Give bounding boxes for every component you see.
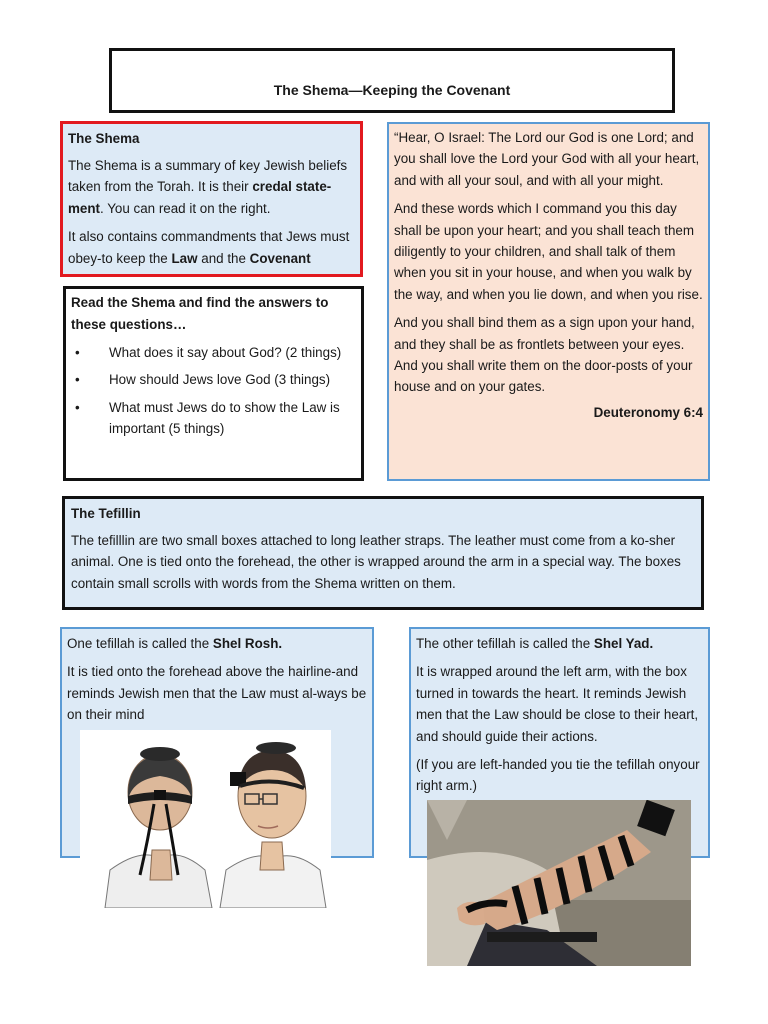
- shema-heading: The Shema: [68, 131, 140, 146]
- bullet-icon: •: [75, 372, 80, 388]
- covenant-term: Covenant: [249, 250, 311, 266]
- shel-yad-photo: [427, 800, 691, 966]
- questions-box: [63, 286, 364, 481]
- bullet-icon: •: [75, 399, 80, 415]
- question-item: [71, 342, 356, 363]
- shema-p1-text: The Shema is a summary of key Jewish beliefs taken from the Torah. It is their: [68, 158, 348, 195]
- shel-rosh-description: It is tied onto the forehead above the hairline-and reminds Jewish men that the Law must al-ways be on their mind: [67, 664, 367, 723]
- law-term: Law: [171, 250, 198, 266]
- shel-rosh-intro-text: One tefillah is called the: [67, 636, 213, 651]
- question-text: What does it say about God? (2 things): [109, 345, 342, 360]
- shema-p2-text: It also contains commandments that Jews must obey-to keep the: [68, 229, 350, 266]
- question-item: [71, 397, 356, 440]
- questions-heading: Read the Shema and find the answers to these questions…: [71, 295, 329, 332]
- question-text: How should Jews love God (3 things): [109, 372, 331, 388]
- quote-reference: Deuteronomy 6:4: [593, 404, 703, 420]
- questions-list: [71, 342, 356, 440]
- quote-paragraph-3: And you shall bind them as a sign upon your hand, and they shall be as frontlets between your eyes. And you shall write them on the door-posts of your house and on your gates.: [394, 315, 695, 395]
- shema-paragraph-1: [68, 155, 355, 219]
- credal-statement-term: credal state-ment: [68, 179, 332, 216]
- shema-p1-tail: . You can read it on the right.: [100, 200, 271, 216]
- bullet-icon: •: [75, 345, 80, 360]
- shema-summary-box: [60, 121, 363, 277]
- shel-yad-left-handed-note: (If you are left-handed you tie the tefillah onyour right arm.): [416, 757, 700, 794]
- tefillin-box: [62, 496, 704, 610]
- shema-p2-and: and the: [197, 250, 250, 266]
- shema-paragraph-2: [68, 226, 355, 269]
- title-box: [109, 48, 675, 113]
- shel-yad-description: It is wrapped around the left arm, with the box turned in towards the heart. It reminds Jewish men that the Law should be close to their heart, and should guide their actions.: [416, 664, 699, 744]
- quote-paragraph-2: And these words which I command you this day shall be upon your heart; and you shall teach them diligently to your children, and shall talk of them when you sit in your house, and when you walk by the way, and when you lie down, and when you rise.: [394, 201, 703, 302]
- tefillin-heading: The Tefillin: [71, 506, 141, 521]
- shel-rosh-illustration: [80, 730, 331, 908]
- shel-yad-intro: [416, 633, 703, 654]
- arm-tefillin-drawing: [427, 800, 691, 966]
- shel-yad-term: Shel Yad.: [593, 636, 654, 651]
- shema-quote-box: [387, 122, 710, 481]
- question-item: [71, 369, 356, 390]
- shel-yad-intro-text: The other tefillah is called the: [416, 636, 594, 651]
- shel-rosh-intro: [67, 633, 367, 654]
- question-text: What must Jews do to show the Law is important (5 things): [109, 399, 340, 437]
- page-title: The Shema—Keeping the Covenant: [273, 82, 511, 98]
- head-tefillin-drawing: [80, 730, 331, 908]
- shel-rosh-term: Shel Rosh.: [212, 636, 283, 651]
- quote-paragraph-1: “Hear, O Israel: The Lord our God is one Lord; and you shall love the Lord your God with all your heart, and with all your soul, and with all your might.: [394, 130, 700, 188]
- tefillin-body: The tefilllin are two small boxes attached to long leather straps. The leather must come from a ko-sher animal. One is tied onto the forehead, the other is wrapped around the arm in a special way. The boxes contain small scrolls with words from the Shema written on them.: [71, 533, 681, 591]
